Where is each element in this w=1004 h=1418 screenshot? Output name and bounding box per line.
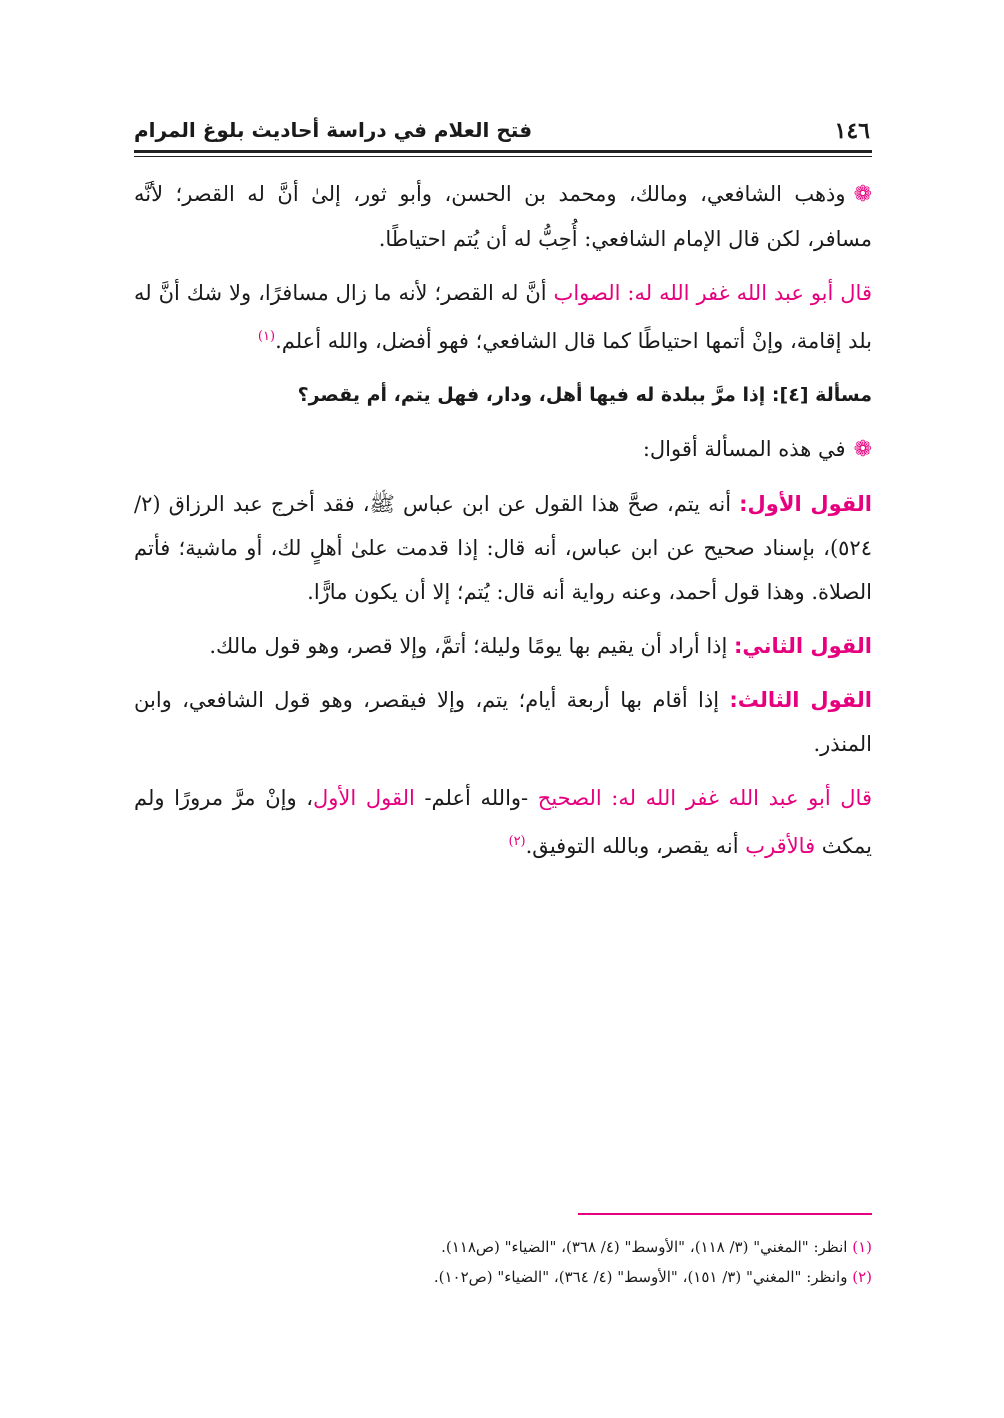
- paragraph-4: قال أبو عبد الله غفر الله له: الصحيح -والله أعلم- القول الأول، وإنْ مرَّ مرورًا ولم يمكث فالأقرب أنه يقصر، وبالله التوفيق.$^{(٢)}$: [134, 786, 872, 858]
- footnote-ref-1[interactable]: (١): [257, 329, 276, 344]
- opinion-1: القول الأول: أنه يتم، صحَّ هذا القول عن ابن عباس ﷺ، فقد أخرج عبد الرزاق (٢/ ٥٢٤)، بإسناد صحيح عن ابن عباس، أنه قال: إذا قدمت علىٰ أهلٍ لك، أو ماشية؛ فأتم الصلاة. وهذا قول أحمد، وعنه رواية أنه قال: يُتم؛ إلا أن يكون مارًّا.: [134, 492, 872, 604]
- footnote-separator: [578, 1213, 872, 1215]
- footnotes: [134, 1232, 872, 1292]
- author-opinion-label: قال أبو عبد الله غفر الله له: الصحيح: [537, 786, 872, 810]
- opinion-2-label: القول الثاني:: [734, 634, 872, 658]
- opinion-1-label: القول الأول:: [739, 492, 872, 516]
- author-opinion-label: قال أبو عبد الله غفر الله له: الصواب: [553, 281, 872, 305]
- flower-ornament-icon: ❁: [853, 437, 872, 462]
- footnote-ref-2[interactable]: (٢): [508, 834, 526, 849]
- opinion-3-label: القول الثالث:: [729, 688, 873, 712]
- header-rule-thick: [134, 150, 872, 153]
- page-number: ١٤٦: [834, 118, 870, 144]
- header-rule-thin: [134, 156, 872, 157]
- footnote-2: (٢) وانظر: "المغني" (٣/ ١٥١)، "الأوسط" (٤/ ٣٦٤)، "الضياء" (ص١٠٢).: [433, 1268, 872, 1286]
- flower-ornament-icon: ❁: [853, 182, 872, 207]
- opinion-2: القول الثاني: إذا أراد أن يقيم بها يومًا وليلة؛ أتمَّ، وإلا قصر، وهو قول مالك.: [209, 634, 872, 658]
- book-title: فتح العلام في دراسة أحاديث بلوغ المرام: [134, 118, 533, 142]
- running-header: [134, 118, 870, 148]
- paragraph-2: قال أبو عبد الله غفر الله له: الصواب أنَّ له القصر؛ لأنه ما زال مسافرًا، ولا شك أنَّ له بلد إقامة، وإنْ أتمها احتياطًا كما قال الشافعي؛ فهو أفضل، والله أعلم.$^{(١)}$: [134, 281, 872, 353]
- paragraph-3: ❁في هذه المسألة أقوال:: [642, 437, 872, 462]
- main-text: [134, 172, 872, 878]
- opinion-3: القول الثالث: إذا أقام بها أربعة أيام؛ يتم، وإلا فيقصر، وهو قول الشافعي، وابن المنذر.: [134, 688, 873, 756]
- footnote-1: (١) انظر: "المغني" (٣/ ١١٨)، "الأوسط" (٤/ ٣٦٨)، "الضياء" (ص١١٨).: [441, 1238, 872, 1256]
- issue-heading: مسألة [٤]: إذا مرَّ ببلدة له فيها أهل، ودار، فهل يتم، أم يقصر؟: [297, 384, 872, 406]
- paragraph-1: ❁وذهب الشافعي، ومالك، ومحمد بن الحسن، وأبو ثور، إلىٰ أنَّ له القصر؛ لأنَّه مسافر، لكن قال الإمام الشافعي: أُحِبُّ له أن يُتم احتياطًا.: [134, 182, 872, 251]
